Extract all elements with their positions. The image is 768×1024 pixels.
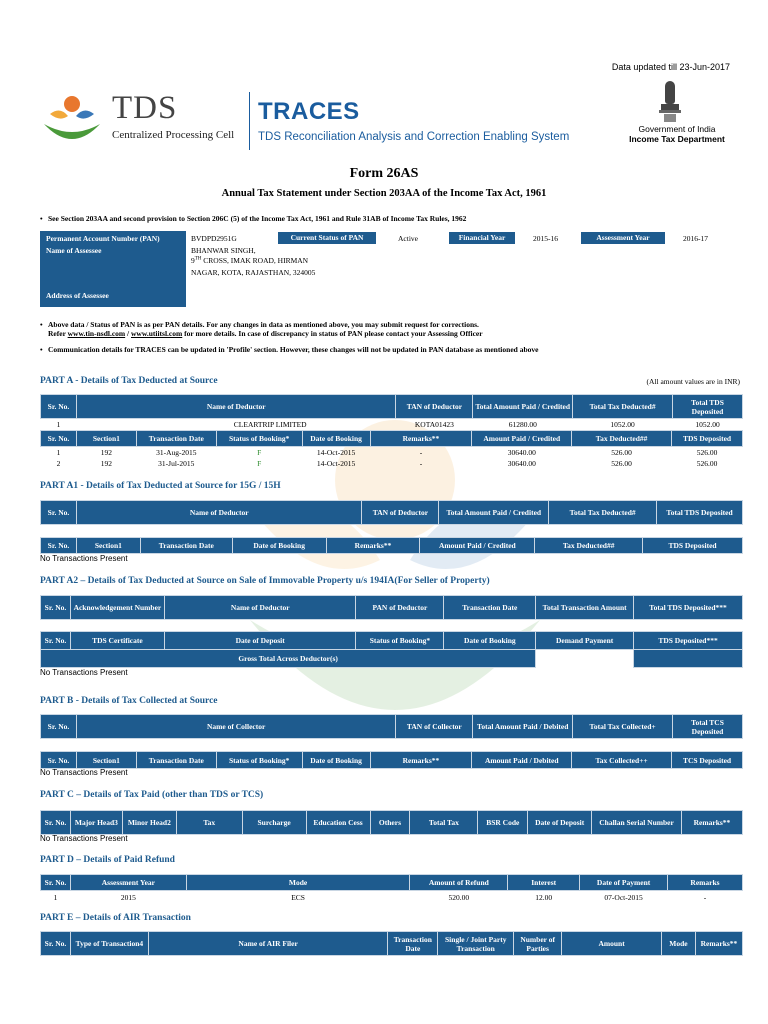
cell: 1 [56,447,61,457]
cell: CLEARTRIP LIMITED [233,419,307,429]
gov-line-1: Government of India [638,124,716,134]
cell: 2 [56,458,61,468]
col-date-of-booking: Date of Booking [232,538,326,554]
col-sr-no: Sr. No. [41,538,77,554]
communication-note-text: Communication details for TRACES can be updated in 'Profile' section. However, these changes will not be updated in PAN database as mentioned above [48,345,539,354]
address-line-1-pre: 9 [191,256,195,265]
part-c-table [40,810,743,835]
col-total-amount-paid: Total Amount Paid / Debited [473,715,573,739]
table-row [41,891,743,904]
address-line-1-post: CROSS, IMAK ROAD, HIRMAN [201,256,309,265]
col-tan-of-deductor: TAN of Deductor [396,395,473,419]
col-name-of-air-filer: Name of AIR Filer [148,932,387,956]
pan-status-value: Active [398,234,418,243]
table-header-row [41,596,743,620]
col-amount-paid: Amount Paid / Credited [420,538,535,554]
cell: KOTA01423 [414,419,454,429]
col-date-of-payment: Date of Payment [580,875,668,891]
cell: 526.00 [696,447,718,457]
tin-nsdl-link[interactable]: www.tin-nsdl.com [67,329,126,338]
table-header-row [41,501,743,525]
col-total-tax: Total Tax [410,811,478,835]
col-amount-of-refund: Amount of Refund [410,875,508,891]
col-total-tcs-deposited: Total TCS Deposited [673,715,743,739]
pan-note [40,320,483,338]
cell: 31-Jul-2015 [158,458,195,468]
part-c-title: PART C – Details of Tax Paid (other than TDS or TCS) [40,790,264,800]
col-name-of-deductor: Name of Deductor [76,501,362,525]
col-total-transaction-amount: Total Transaction Amount [536,596,634,620]
col-status-of-booking: Status of Booking* [216,431,302,447]
col-total-tax-deducted: Total Tax Deducted# [573,395,673,419]
financial-year-value: 2015-16 [533,234,558,243]
part-a1-title: PART A1 - Details of Tax Deducted at Source for 15G / 15H [40,481,281,491]
col-sr-no: Sr. No. [41,811,71,835]
col-tcs-deposited: TCS Deposited [672,752,743,769]
gross-total-label: Gross Total Across Deductor(s) [41,650,536,668]
data-updated-label: Data updated till 23-Jun-2017 [611,62,730,72]
col-minor-head: Minor Head2 [122,811,176,835]
col-total-tds-deposited: Total TDS Deposited*** [634,596,743,620]
col-interest: Interest [508,875,580,891]
col-tds-deposited: TDS Deposited [643,538,743,554]
cell: 31-Aug-2015 [156,447,197,457]
part-d-title: PART D – Details of Paid Refund [40,855,175,865]
col-total-tds-deposited: Total TDS Deposited [673,395,743,419]
col-single-joint: Single / Joint Party Transaction [438,932,514,956]
table-header-row [41,395,743,419]
cell: 1052.00 [695,419,720,429]
address-label: Address of Assessee [46,291,109,300]
section-note [40,214,466,223]
col-total-tax-collected: Total Tax Collected+ [573,715,673,739]
amount-units-note: (All amount values are in INR) [646,377,740,386]
part-a2-no-transactions: No Transactions Present [40,668,128,677]
cell: 1052.00 [610,419,635,429]
part-b-detail-table [40,751,743,769]
cell: 12.00 [535,892,553,902]
part-c-no-transactions: No Transactions Present [40,834,128,843]
communication-note [40,345,538,354]
col-mode: Mode [661,932,695,956]
cell: 526.00 [696,458,718,468]
cell: 192 [100,447,113,457]
assessee-name: BHANWAR SINGH, [191,246,256,255]
col-tan-of-collector: TAN of Collector [396,715,473,739]
pan-status-label: Current Status of PAN [278,232,376,244]
bullet: • [40,345,43,354]
col-tax-deducted: Tax Deducted## [572,431,672,447]
pan-note-refer: Refer [48,329,66,338]
cell: 07-Oct-2015 [604,892,643,902]
part-a1-detail-table [40,537,743,554]
col-sr-no: Sr. No. [41,501,77,525]
cell: F [257,458,262,468]
col-remarks: Remarks** [695,932,742,956]
gross-total-empty [536,650,634,668]
cell: 526.00 [611,458,632,468]
col-tax-collected: Tax Collected++ [572,752,672,769]
col-date-of-deposit: Date of Deposit [164,632,356,650]
col-sr-no: Sr. No. [41,632,71,650]
part-b-summary-table [40,714,743,739]
section-note-text: See Section 203AA and second provision to Section 206C (5) of the Income Tax Act, 1961 and Rule 31AB of Income Tax Rules, 1962 [48,214,467,223]
address-line-2: NAGAR, KOTA, RAJASTHAN, 324005 [191,268,316,277]
cell: 526.00 [611,447,632,457]
col-name-of-deductor: Name of Deductor [164,596,356,620]
cell: 14-Oct-2015 [316,447,356,457]
col-demand-payment: Demand Payment [536,632,634,650]
cell: - [419,458,423,468]
assessment-year-label: Assessment Year [581,232,665,244]
col-section: Section1 [76,431,136,447]
cell: ECS [291,892,305,902]
col-total-tds-deposited: Total TDS Deposited [657,501,743,525]
table-header-row [41,875,743,891]
col-status-of-booking: Status of Booking* [356,632,444,650]
cell: 1 [56,419,61,429]
part-d-table [40,874,743,904]
col-tds-certificate: TDS Certificate [70,632,164,650]
col-major-head: Major Head3 [70,811,122,835]
col-tan-of-deductor: TAN of Deductor [362,501,439,525]
table-header-row [41,632,743,650]
assessment-year-value: 2016-17 [683,234,708,243]
tds-logo [40,88,240,152]
bullet: • [40,320,43,329]
pan-note-rest: for more details. In case of discrepancy in status of PAN please contact your Assessing Officer [184,329,483,338]
table-header-row [41,538,743,554]
name-label: Name of Assessee [46,246,102,255]
part-e-table [40,931,743,956]
part-a2-summary-table [40,595,743,620]
col-name-of-deductor: Name of Deductor [76,395,396,419]
financial-year-label: Financial Year [449,232,515,244]
table-header-row [41,752,743,769]
tds-swirl-logo [40,88,104,152]
table-header-row [41,431,743,447]
col-transaction-date: Transaction Date [444,596,536,620]
col-sr-no: Sr. No. [41,395,77,419]
col-surcharge: Surcharge [242,811,306,835]
col-date-of-deposit: Date of Deposit [528,811,592,835]
col-education-cess: Education Cess [306,811,370,835]
cell: 61280.00 [508,419,537,429]
col-name-of-collector: Name of Collector [76,715,395,739]
tds-logo-word: TDS [112,90,178,126]
col-tds-deposited: TDS Deposited*** [634,632,743,650]
col-tax: Tax [176,811,242,835]
col-transaction-date: Transaction Date [140,538,232,554]
cell: 520.00 [448,892,470,902]
gov-line-2: Income Tax Department [629,134,725,144]
col-pan-of-deductor: PAN of Deductor [356,596,444,620]
col-transaction-date: Transaction Date [136,752,216,769]
bullet: • [40,214,43,223]
table-header-row [41,715,743,739]
part-a-title: PART A - Details of Tax Deducted at Source [40,376,218,386]
col-sr-no: Sr. No. [41,715,77,739]
col-transaction-date: Transaction Date [388,932,438,956]
col-bsr-code: BSR Code [478,811,528,835]
gross-total-row [41,650,743,668]
col-sr-no: Sr. No. [41,875,71,891]
col-tds-deposited: TDS Deposited [672,431,743,447]
table-header-row [41,932,743,956]
col-amount: Amount [562,932,662,956]
col-status-of-booking: Status of Booking* [216,752,302,769]
table-row [41,458,743,469]
table-row [41,447,743,458]
col-transaction-date: Transaction Date [136,431,216,447]
col-sr-no: Sr. No. [41,932,71,956]
cell: 2015 [120,892,136,902]
part-a2-title: PART A2 – Details of Tax Deducted at Source on Sale of Immovable Property u/s 194IA(For Seller of Property) [40,576,490,586]
col-others: Others [370,811,410,835]
link-separator: / [127,329,130,338]
cell: F [257,447,262,457]
cell: 192 [100,458,113,468]
cell: 14-Oct-2015 [316,458,356,468]
col-number-of-parties: Number of Parties [514,932,562,956]
col-tax-deducted: Tax Deducted## [535,538,643,554]
col-mode: Mode [186,875,410,891]
cell: - [419,447,423,457]
tds-logo-subtitle: Centralized Processing Cell [112,129,235,141]
col-sr-no: Sr. No. [41,431,77,447]
col-date-of-booking: Date of Booking [302,431,370,447]
col-remarks: Remarks** [370,431,472,447]
part-a1-summary-table [40,500,743,525]
header-divider [249,92,250,150]
part-e-title: PART E – Details of AIR Transaction [40,913,191,923]
col-total-amount-paid: Total Amount Paid / Credited [473,395,573,419]
gross-total-value [634,650,743,668]
col-assessment-year: Assessment Year [70,875,186,891]
government-label [618,124,736,144]
col-acknowledgement-number: Acknowledgement Number [70,596,164,620]
part-a1-no-transactions: No Transactions Present [40,554,128,563]
form-title: Form 26AS [349,166,419,181]
col-remarks: Remarks** [681,811,742,835]
col-type-of-transaction: Type of Transaction4 [70,932,148,956]
col-sr-no: Sr. No. [41,752,77,769]
part-a2-detail-table [40,631,743,668]
col-sr-no: Sr. No. [41,596,71,620]
table-row [41,419,743,430]
cell: 30640.00 [507,447,536,457]
form-subtitle: Annual Tax Statement under Section 203AA of the Income Tax Act, 1961 [221,188,547,199]
col-challan-serial-number: Challan Serial Number [592,811,682,835]
col-remarks: Remarks [668,875,743,891]
col-total-amount-paid: Total Amount Paid / Credited [439,501,549,525]
col-section: Section1 [76,538,140,554]
address-line-1 [191,256,308,265]
col-section: Section1 [76,752,136,769]
ashoka-emblem-icon [656,80,684,124]
col-amount-paid: Amount Paid / Debited [472,752,572,769]
col-remarks: Remarks** [370,752,472,769]
traces-subtitle: TDS Reconciliation Analysis and Correction Enabling System [258,131,570,143]
part-b-title: PART B - Details of Tax Collected at Source [40,696,218,706]
utiitsl-link[interactable]: www.utiitsl.com [131,329,183,338]
table-header-row [41,811,743,835]
cell: 30640.00 [507,458,536,468]
address-line-1-sup: TH [194,256,202,262]
col-date-of-booking: Date of Booking [444,632,536,650]
col-total-tax-deducted: Total Tax Deducted# [549,501,657,525]
pan-note-line1: Above data / Status of PAN is as per PAN details. For any changes in data as mentioned above, you may submit request for corrections. [48,320,479,329]
col-date-of-booking: Date of Booking [302,752,370,769]
col-remarks: Remarks** [326,538,420,554]
pan-label: Permanent Account Number (PAN) [46,234,160,243]
part-a-detail-table [40,430,743,469]
part-a-summary-table [40,394,743,430]
pan-value: BVDPD2951G [191,234,237,243]
traces-title: TRACES [258,98,360,125]
part-b-no-transactions: No Transactions Present [40,768,128,777]
cell: - [703,892,707,902]
cell: 1 [53,892,58,902]
col-amount-paid: Amount Paid / Credited [472,431,572,447]
